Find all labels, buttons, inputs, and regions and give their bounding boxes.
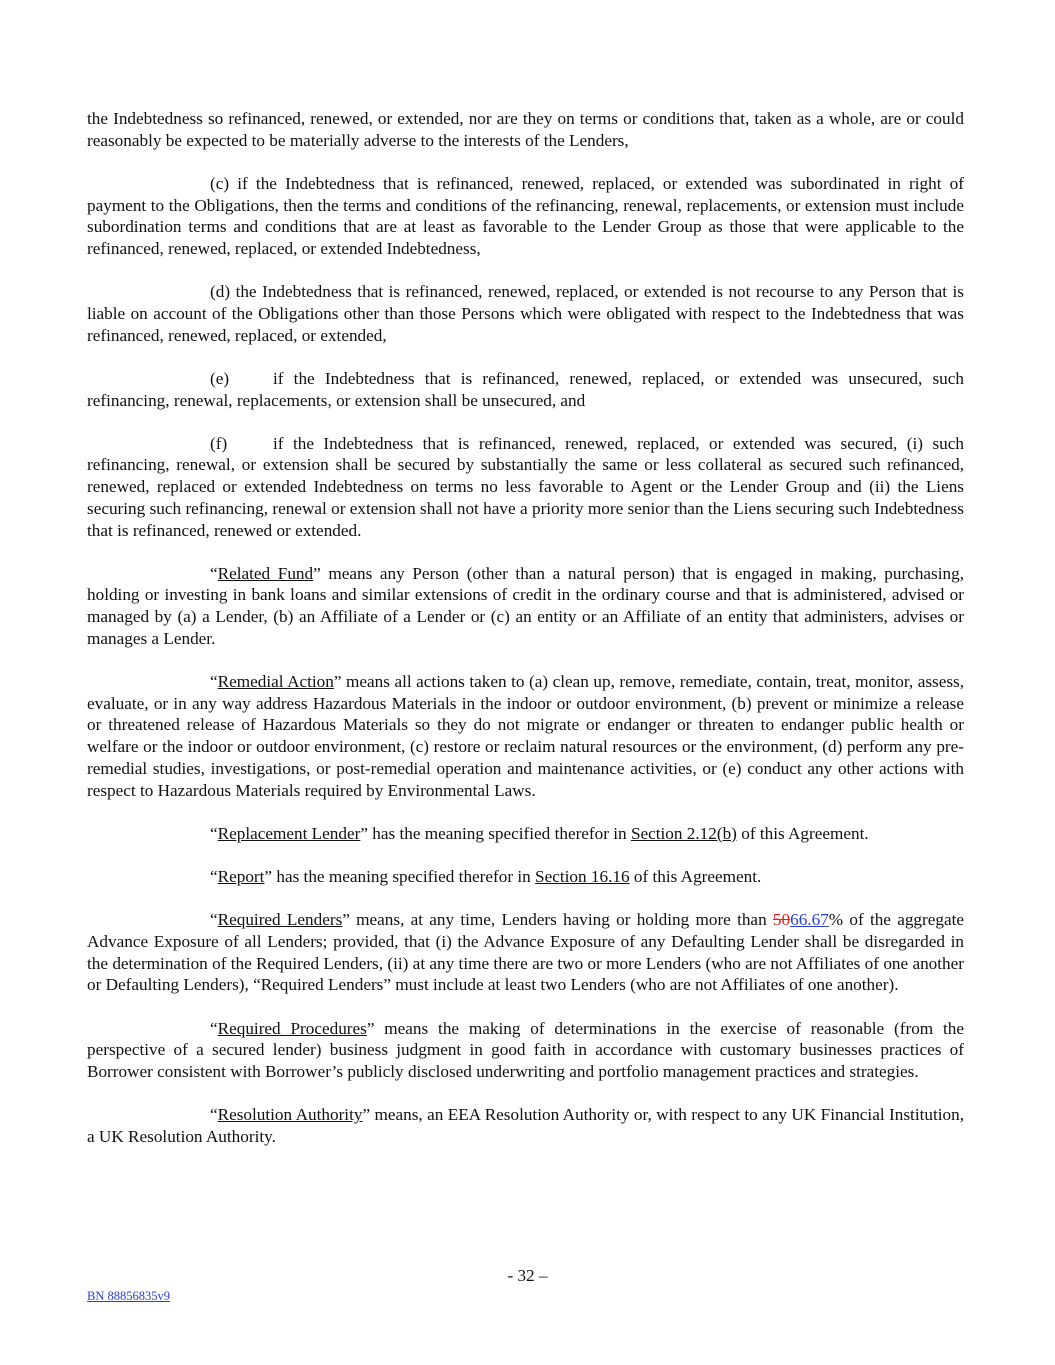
paragraph-d: (d) the Indebtedness that is refinanced, renewed, replaced, or extended is not recourse to any Person that is liable on account of the Obligations other than those Persons which were obligated with respect to the Indebtedness that was refinanced, renewed, replaced, or extended,	[87, 282, 964, 345]
document-id: BN 88856835v9	[87, 1289, 170, 1303]
definition-text: % of the aggregate Advance Exposure of all Lenders; provided, that (i) the Advance Exposure of any Defaulting Lender shall be disregarded in the determination of the Required Lenders, (ii) at any time there are two or more Lenders (who are not Affiliates of one another or Defaulting Lenders), “Required Lenders” must include at least two Lenders (who are not Affiliates of one another).	[87, 910, 964, 995]
paragraph-e	[87, 368, 964, 411]
definition-remedial-action: “Remedial Action” means all actions taken to (a) clean up, remove, remediate, contain, treat, monitor, assess, evaluate, or in any way address Hazardous Materials in the indoor or outdoor environment, (b) prevent or minimize a release or threatened release of Hazardous Materials so they do not migrate or endanger or threaten to endanger public health or welfare or the indoor or outdoor environment, (c) restore or reclaim natural resources or the environment, (d) perform any pre-remedial studies, investigations, or post-remedial operation and maintenance activities, or (e) conduct any other actions with respect to Hazardous Materials required by Environmental Laws.	[87, 672, 964, 800]
paragraph-continuation: the Indebtedness so refinanced, renewed, or extended, nor are they on terms or conditions that, taken as a whole, are or could reasonably be expected to be materially adverse to the interests of the Lenders,	[87, 109, 964, 150]
paragraph-e-text: if the Indebtedness that is refinanced, renewed, replaced, or extended was unsecured, such refinancing, renewal, replacements, or extension shall be unsecured, and	[87, 368, 964, 410]
definition-text: ” means any Person (other than a natural person) that is engaged in making, purchasing, holding or investing in bank loans and similar extensions of credit in the ordinary course and that is administered, advised or managed by (a) a Lender, (b) an Affiliate of a Lender or (c) an entity or an Affiliate of an entity that administers, advises or manages a Lender.	[87, 563, 964, 648]
section-reference: Section 16.16	[535, 866, 630, 886]
document-body	[87, 108, 964, 1169]
definition-resolution-authority: “Resolution Authority” means, an EEA Resolution Authority or, with respect to any UK Financial Institution, a UK Resolution Authority.	[87, 1105, 965, 1146]
definition-text: ” means the making of determinations in the exercise of reasonable (from the perspective of a secured lender) business judgment in good faith in accordance with customary businesses practices of Borrower consistent with Borrower’s publicly disclosed underwriting and portfolio management practices and strategies.	[87, 1018, 964, 1081]
definition-text: ” means all actions taken to (a) clean up, remove, remediate, contain, treat, monitor, assess, evaluate, or in any way address Hazardous Materials in the indoor or outdoor environment, (b) prevent or minimize a release or threatened release of Hazardous Materials so they do not migrate or endanger or threaten to endanger public health or welfare or the indoor or outdoor environment, (c) restore or reclaim natural resources or the environment, (d) perform any pre-remedial studies, investigations, or post-remedial operation and maintenance activities, or (e) conduct any other actions with respect to Hazardous Materials required by Environmental Laws.	[87, 672, 964, 800]
definition-text: ” means, at any time, Lenders having or holding more than	[342, 910, 773, 930]
paragraph-f-text: if the Indebtedness that is refinanced, renewed, replaced, or extended was secured, (i) such refinancing, renewal, or extension shall be secured by substantially the same or less collateral as secured such refinanced, renewed, replaced or extended Indebtedness on terms no less favorable to Agent or the Lender Group and (ii) the Liens securing such refinancing, renewal or extension shall not have a priority more senior than the Liens securing such Indebtedness that is refinanced, renewed or extended.	[87, 433, 964, 540]
inserted-text: 66.67	[790, 910, 829, 930]
definition-related-fund: “Related Fund” means any Person (other than a natural person) that is engaged in making, purchasing, holding or investing in bank loans and similar extensions of credit in the ordinary course and that is administered, advised or managed by (a) a Lender, (b) an Affiliate of a Lender or (c) an entity or an Affiliate of an entity that administers, advises or manages a Lender.	[87, 563, 964, 648]
page-number: - 32 –	[507, 1266, 548, 1285]
definition-required-procedures: “Required Procedures” means the making of determinations in the exercise of reasonable (from the perspective of a secured lender) business judgment in good faith in accordance with customary businesses practices of Borrower consistent with Borrower’s publicly disclosed underwriting and portfolio management practices and strategies.	[87, 1018, 964, 1081]
definition-required-lenders: “Required Lenders” means, at any time, Lenders having or holding more than 5066.67% of the aggregate Advance Exposure of all Lenders; provided, that (i) the Advance Exposure of any Defaulting Lender shall be disregarded in the determination of the Required Lenders, (ii) at any time there are two or more Lenders (who are not Affiliates of one another or Defaulting Lenders), “Required Lenders” must include at least two Lenders (who are not Affiliates of one another).	[87, 910, 964, 995]
definition-text: ” has the meaning specified therefor in	[264, 866, 536, 886]
paragraph-f-label: (f)	[210, 433, 228, 453]
definition-text: ” means, an EEA Resolution Authority or, with respect to any UK Financial Institution, a UK Resolution Authority.	[87, 1105, 965, 1146]
term-replacement-lender: Replacement Lender	[217, 823, 361, 843]
term-required-lenders: Required Lenders	[217, 910, 343, 930]
definition-text: ” has the meaning specified therefor in	[360, 823, 631, 843]
term-related-fund: Related Fund	[217, 563, 314, 583]
definition-replacement-lender: “Replacement Lender” has the meaning specified therefor in Section 2.12(b) of this Agreement.	[210, 823, 869, 843]
paragraph-f	[87, 433, 964, 542]
definition-report: “Report” has the meaning specified therefor in Section 16.16 of this Agreement.	[210, 866, 762, 886]
definition-text: of this Agreement.	[629, 866, 762, 886]
paragraph-e-label: (e)	[210, 368, 230, 388]
paragraph-c: (c) if the Indebtedness that is refinanced, renewed, replaced, or extended was subordinated in right of payment to the Obligations, then the terms and conditions of the refinancing, renewal, replacements, or extension must include subordination terms and conditions that are at least as favorable to the Lender Group as those that were applicable to the refinanced, renewed, replaced, or extended Indebtedness,	[87, 173, 964, 259]
section-reference: Section 2.12(b)	[630, 823, 737, 843]
definition-text: of this Agreement.	[736, 823, 869, 843]
term-report: Report	[217, 866, 265, 886]
term-remedial-action: Remedial Action	[217, 672, 334, 692]
term-resolution-authority: Resolution Authority	[217, 1105, 363, 1125]
term-required-procedures: Required Procedures	[217, 1018, 367, 1038]
deleted-text: 50	[772, 910, 791, 930]
